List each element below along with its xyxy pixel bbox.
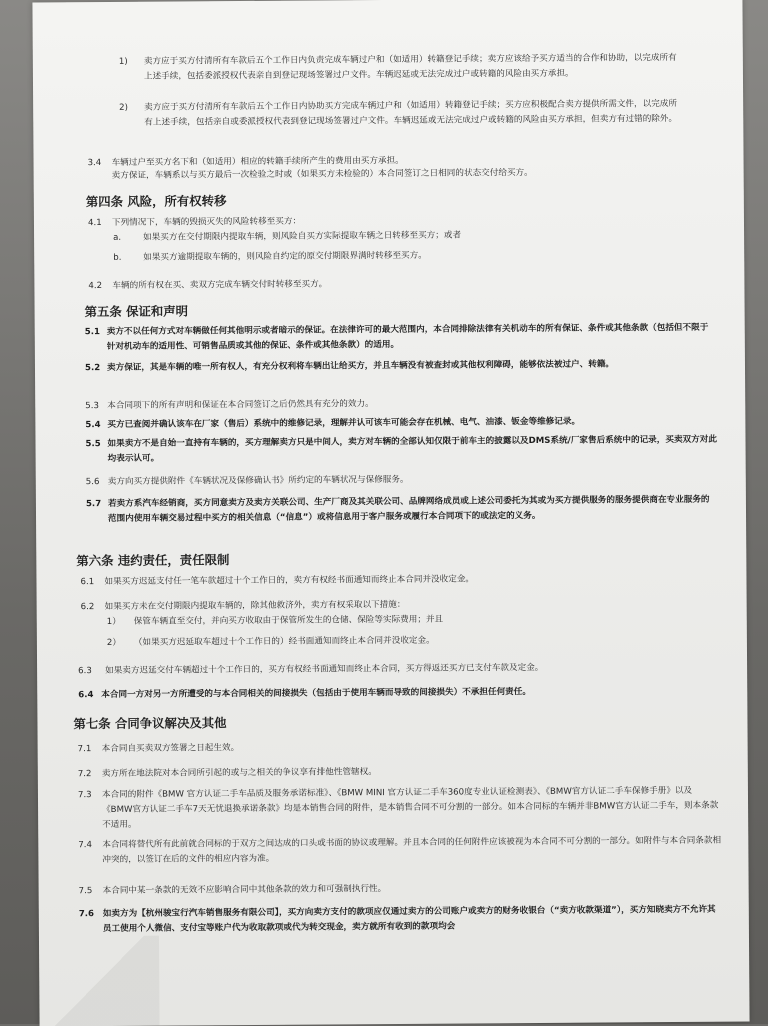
clause-text: 卖方保证，其是车辆的唯一所有权人，有充分权利将车辆出让给买方，并且车辆没有被查封或其他权利障碍，能够依法被过户、转籍。 <box>106 359 615 373</box>
clause-text: 如果买方逾期提取车辆的，则风险自约定的原交付期限界满时转移至买方。 <box>143 250 427 263</box>
clause-text: 本合同项下的所有声明和保证在本合同签订之后仍然具有充分的效力。 <box>107 399 374 411</box>
clause-number: 5.7 <box>85 499 102 510</box>
clause-number: 3.4 <box>87 158 102 169</box>
clause-text: 如果买方迟延支付任一笔车款超过十个工作日的，卖方有权经书面通知而终止本合同并没收定金。 <box>104 574 475 588</box>
clause-text: 卖方应于买方付清所有车款后五个工作日内负责完成车辆过户和（如适用）转籍登记手续；卖方应该给予买方适当的合作和协助，以完成所有上述手续，包括委派授权代表亲自到登记现场签署过户文件。车辆迟延或无法完成过户或转籍的风险由买方承担。 <box>143 52 677 82</box>
contract-page <box>32 0 749 1026</box>
clause-number: 6.4 <box>78 690 94 701</box>
section-heading: 第七条 合同争议解决及其他 <box>73 715 227 732</box>
clause-number: 5.5 <box>85 439 101 450</box>
clause-number: 5.2 <box>84 363 101 374</box>
clause-text: 如果买方未在交付期限内提取车辆的，除其他救济外，卖方有权采取以下措施： <box>104 599 406 613</box>
clause-text: 卖方保证，车辆系以与买方最后一次检验之时或（如果买方未检验的）本合同签订之日相同的状态交付给买方。 <box>111 168 533 181</box>
clause-number: 6.2 <box>80 602 95 613</box>
clause-number: 5.3 <box>85 401 99 412</box>
clause-text: 本合同将替代所有此前就合同标的于双方之间达成的口头或书面的协议或理解。并且本合同的任何附件应该被视为本合同不可分割的一部分。如附件与本合同条款相冲突的，以签订在后的文件的相应内容为准。 <box>102 835 722 866</box>
clause-number: 6.1 <box>80 577 95 588</box>
clause-number: 5.6 <box>85 477 100 488</box>
clause-text: 卖方向买方提供附件《车辆状况及保修确认书》所约定的车辆状况与保修服务。 <box>107 474 409 487</box>
clause-text: 保管车辆直至交付，并向买方收取由于保管所发生的仓储、保险等实际费用；并且 <box>133 614 444 627</box>
section-heading: 第四条 风险，所有权转移 <box>85 193 227 210</box>
clause-text: 卖方应于买方付清所有车款后五个工作日内协助买方完成车辆过户和（如适用）转籍登记手续；买方应积极配合卖方提供所需文件，以完成所有上述手续，包括亲自或委派授权代表到登记现场签署过户文件。车辆迟延或无法完成过户或转籍的风险由买方承担，但卖方有过错的除外。 <box>144 98 678 128</box>
clause-text: 如果卖方迟延交付车辆超过十个工作日的，买方有权经书面通知而终止本合同，买方得返还买方已支付车款及定金。 <box>105 662 544 676</box>
clause-text: （如果买方迟延取车超过十个工作日的）经书面通知而终止本合同并没收定金。 <box>133 635 435 648</box>
clause-number: 5.4 <box>85 420 101 431</box>
clause-text: 本合同一方对另一方所遭受的与本合同相关的间接损失（包括由于使用车辆而导致的间接损失）不承担任何责任。 <box>101 687 531 701</box>
clause-number: 4.1 <box>87 218 102 229</box>
clause-text: 买方已查阅并确认该车在厂家（售后）系统中的维修记录，理解并认可该车可能会存在机械、电气、油漆、钣金等维修记录。 <box>107 416 581 430</box>
clause-text: 本合同的附件《BMW 官方认证二手车品质及服务承诺标准》、《BMW MINI 官方认证二手车360度专业认证检测表》、《BMW官方认证二手车保修手册》以及《BMW官方认证二手车7天无忧退换承诺条款》均是本销售合同的附件，是本销售合同不可分割的一部分。如本合同标的车辆并非BMW官方认证二手车，则本条款不适用。 <box>101 785 719 831</box>
clause-text: 车辆的所有权在买、卖双方完成车辆交付时转移至买方。 <box>112 279 328 291</box>
clause-text: 如果卖方不是自始一直持有车辆的，买方理解卖方只是中间人，卖方对车辆的全部认知仅限于前车主的披露以及DMS系统/厂家售后系统中的记录，买卖双方对此均表示认可。 <box>107 434 717 464</box>
clause-number: b. <box>113 252 122 263</box>
section-heading: 第六条 违约责任，责任限制 <box>76 552 230 569</box>
clause-number: 7.1 <box>77 744 92 755</box>
clause-number: a. <box>113 232 122 243</box>
clause-text: 如卖方为【杭州骏宝行汽车销售服务有限公司】，买方向卖方支付的款项应仅通过卖方的公司账户或卖方的财务收银台（“卖方收款渠道”），买方知晓卖方不允许其员工使用个人微信、支付宝等账户代为收取款项或代为转交现金，卖方就所有收到的款项均会 <box>102 904 716 935</box>
clause-number: 1) <box>118 56 128 67</box>
clause-number: 4.2 <box>88 281 103 292</box>
clause-text: 如果买方在交付期限内提取车辆，则风险自买方实际提取车辆之日转移至买方；或者 <box>143 230 462 243</box>
clause-number: 2) <box>119 102 129 113</box>
clause-text: 下列情况下，车辆的毁损灭失的风险转移至买方： <box>111 216 302 228</box>
clause-number: 7.2 <box>77 769 92 780</box>
clause-text: 卖方所在地法院对本合同所引起的或与之相关的争议享有排他性管辖权。 <box>101 767 377 780</box>
clause-text: 卖方不以任何方式对车辆做任何其他明示或者暗示的保证。在法律许可的最大范围内，本合同排除法律有关机动车的所有保证、条件或其他条款（包括但不限于针对机动车的适用性、可销售品质或其他的保证、条件或其他条款）的适用。 <box>106 322 709 352</box>
section-heading: 第五条 保证和声明 <box>84 303 189 320</box>
clause-text: 车辆过户至买方名下和（如适用）相应的转籍手续所产生的费用由买方承担。 <box>111 155 404 168</box>
clause-text: 若卖方系汽车经销商，买方同意卖方及卖方关联公司、生产厂商及其关联公司、品牌网络成员或上述公司委托为其或为买方提供服务的服务提供商在专业服务的范围内使用车辆交易过程中买方的相关信息（“信息”）或将信息用于客户服务或履行本合同项下的或法定的义务。 <box>107 494 710 524</box>
clause-number: 7.3 <box>77 790 92 801</box>
clause-text: 本合同中某一条款的无效不应影响合同中其他条款的效力和可强制执行性。 <box>102 884 387 897</box>
clause-text: 本合同自买卖双方签署之日起生效。 <box>101 743 240 755</box>
paper-shadow-corner <box>39 936 160 1026</box>
clause-number: 1） <box>106 616 121 627</box>
clause-number: 5.1 <box>84 327 101 338</box>
clause-number: 7.4 <box>78 840 93 851</box>
clause-number: 2） <box>106 637 122 648</box>
clause-number: 7.6 <box>78 909 95 920</box>
clause-number: 7.5 <box>78 886 93 897</box>
clause-number: 6.3 <box>78 666 92 677</box>
